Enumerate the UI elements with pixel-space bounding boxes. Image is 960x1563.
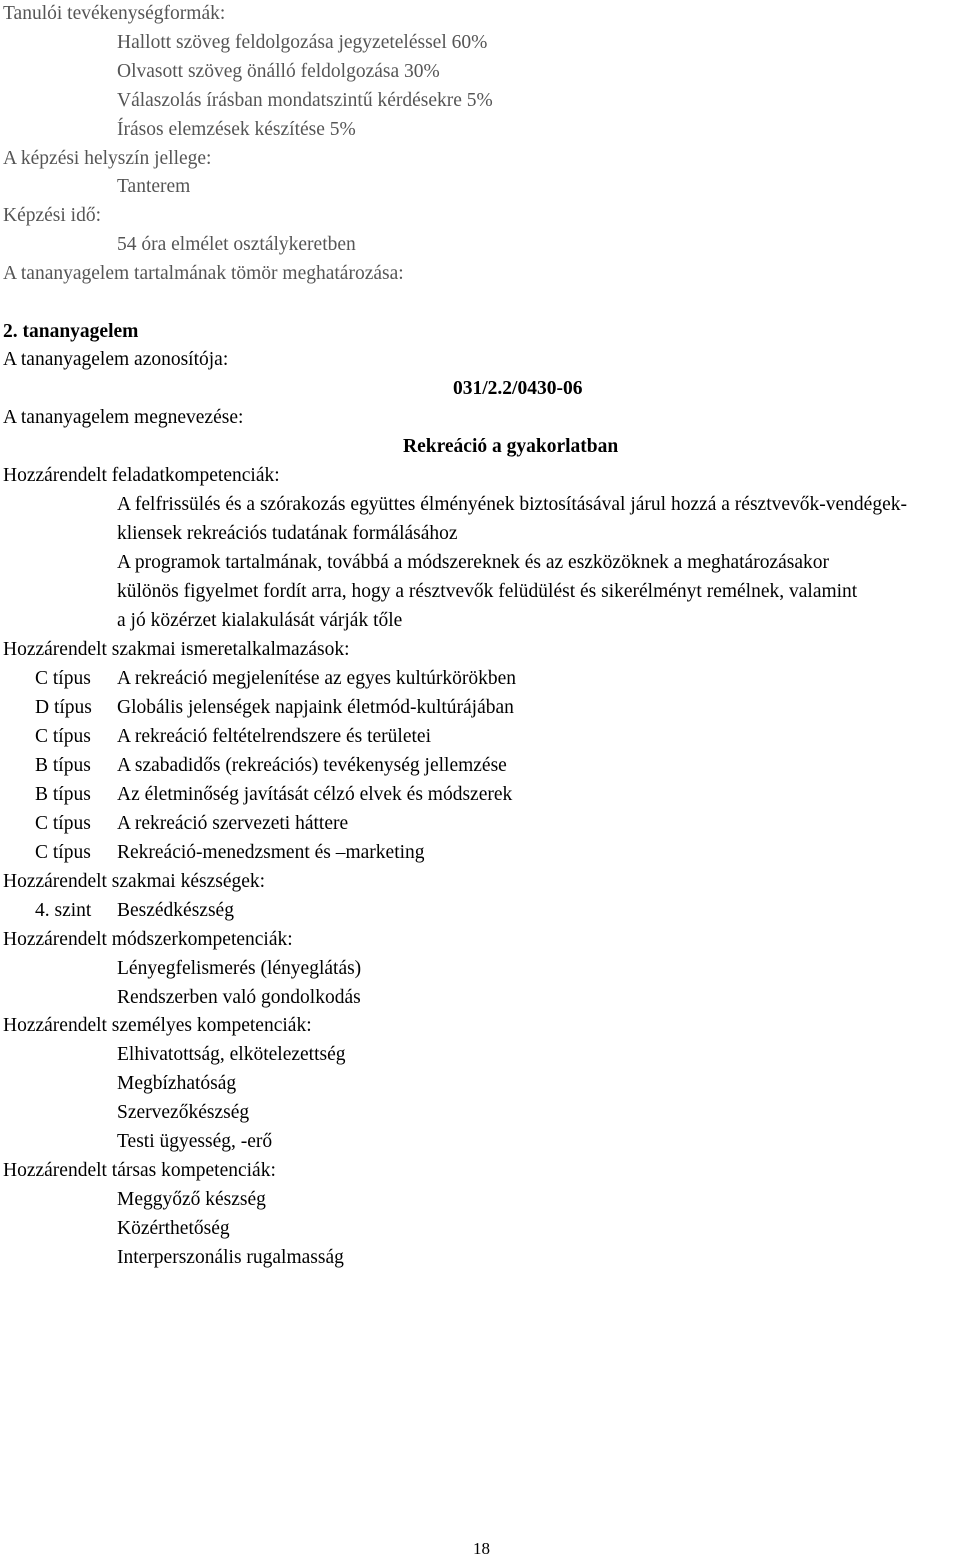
social-competencies-label: Hozzárendelt társas kompetenciák: <box>3 1160 276 1181</box>
time-label: Képzési idő: <box>3 205 102 226</box>
knowledge-type: D típus <box>35 697 92 718</box>
element-name-value: Rekreáció a gyakorlatban <box>403 436 619 457</box>
knowledge-type: B típus <box>35 755 91 776</box>
knowledge-text: A szabadidős (rekreációs) tevékenység jellemzése <box>117 755 507 776</box>
method-competency-item: Rendszerben való gondolkodás <box>117 987 361 1008</box>
content-definition-label: A tananyagelem tartalmának tömör meghatározása: <box>3 263 404 284</box>
location-label: A képzési helyszín jellege: <box>3 148 212 169</box>
location-value: Tanterem <box>117 176 191 197</box>
knowledge-text: A rekreáció feltételrendszere és területei <box>117 726 431 747</box>
knowledge-text: Rekreáció-menedzsment és –marketing <box>117 842 425 863</box>
task-competency-item: A programok tartalmának, továbbá a módszereknek és az eszközöknek a meghatározásakor különös figyelmet fordít arra, hogy a résztvevők felüdülést és sikerélményt remélnek, valamint a jó közérzet kialakulását várják tőle <box>117 552 858 631</box>
personal-competency-item: Elhivatottság, elkötelezettség <box>117 1044 346 1065</box>
knowledge-text: A rekreáció szervezeti háttere <box>117 813 349 834</box>
activity-item: Írásos elemzések készítése 5% <box>117 119 356 140</box>
knowledge-type: C típus <box>35 813 91 834</box>
element-id-label: A tananyagelem azonosítója: <box>3 349 229 370</box>
skill-name: Beszédkészség <box>117 900 234 921</box>
knowledge-text: Az életminőség javítását célzó elvek és módszerek <box>117 784 513 805</box>
activity-item: Hallott szöveg feldolgozása jegyzeteléssel 60% <box>117 32 488 53</box>
task-competencies-label: Hozzárendelt feladatkompetenciák: <box>3 465 280 486</box>
activity-item: Olvasott szöveg önálló feldolgozása 30% <box>117 61 440 82</box>
knowledge-text: A rekreáció megjelenítése az egyes kultúrkörökben <box>117 668 517 689</box>
professional-skills-label: Hozzárendelt szakmai készségek: <box>3 871 266 892</box>
knowledge-type: B típus <box>35 784 91 805</box>
page-number: 18 <box>473 1539 490 1558</box>
professional-knowledge-label: Hozzárendelt szakmai ismeretalkalmazások: <box>3 639 350 660</box>
method-competencies-label: Hozzárendelt módszerkompetenciák: <box>3 929 293 950</box>
knowledge-type: C típus <box>35 842 91 863</box>
personal-competencies-label: Hozzárendelt személyes kompetenciák: <box>3 1015 312 1036</box>
element-name-label: A tananyagelem megnevezése: <box>3 407 244 428</box>
knowledge-type: C típus <box>35 668 91 689</box>
element-id-value: 031/2.2/0430-06 <box>453 378 583 399</box>
activities-heading: Tanulói tevékenységformák: <box>3 3 226 24</box>
time-value: 54 óra elmélet osztálykeretben <box>117 234 356 255</box>
knowledge-type: C típus <box>35 726 91 747</box>
knowledge-text: Globális jelenségek napjaink életmód-kultúrájában <box>117 697 514 718</box>
activity-item: Válaszolás írásban mondatszintű kérdésekre 5% <box>117 90 493 111</box>
social-competency-item: Közérthetőség <box>117 1218 230 1239</box>
personal-competency-item: Megbízhatóság <box>117 1073 237 1094</box>
method-competency-item: Lényegfelismerés (lényeglátás) <box>117 958 362 979</box>
social-competency-item: Interperszonális rugalmasság <box>117 1247 344 1268</box>
social-competency-item: Meggyőző készség <box>117 1189 266 1210</box>
skill-level: 4. szint <box>35 900 92 921</box>
task-competency-item: A felfrissülés és a szórakozás együttes élményének biztosításával járul hozzá a résztvevők-vendégek-kliensek rekreációs tudatának formálásához <box>117 494 907 544</box>
personal-competency-item: Testi ügyesség, -erő <box>117 1131 273 1152</box>
element-title: 2. tananyagelem <box>3 321 139 342</box>
personal-competency-item: Szervezőkészség <box>117 1102 250 1123</box>
